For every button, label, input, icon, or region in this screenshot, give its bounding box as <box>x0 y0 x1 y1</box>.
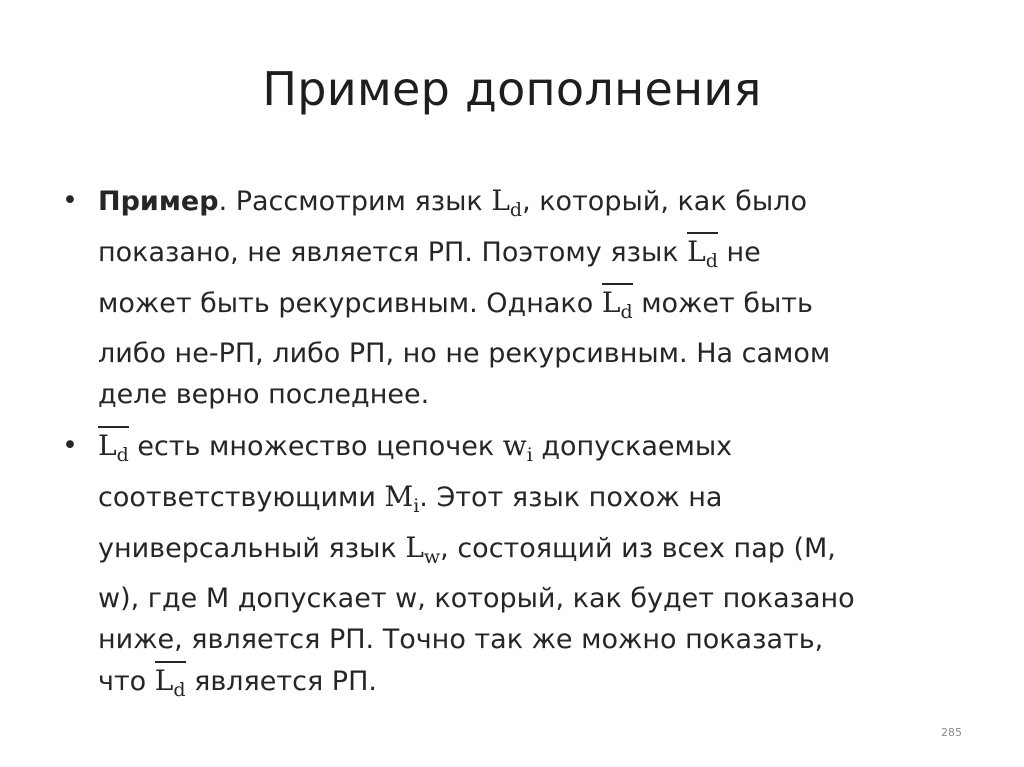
text-fragment: может быть рекурсивным. Однако <box>98 288 602 319</box>
math-L: L <box>491 184 510 217</box>
bullet-item-complement <box>62 425 962 711</box>
text-fragment: не <box>717 237 761 268</box>
bullet-marker: • <box>62 185 78 216</box>
page-number: 285 <box>941 726 962 739</box>
text-line: w), где M допускает w, который, как будет показано <box>98 583 855 614</box>
example-label: Пример <box>98 186 219 217</box>
math-L: L <box>98 429 117 462</box>
slide-title: Пример дополнения <box>262 62 762 116</box>
text-fragment: допускаемых <box>532 431 733 462</box>
math-subscript: i <box>413 495 420 517</box>
math-complement-Ld <box>602 282 633 333</box>
math-subscript: d <box>509 199 523 221</box>
text-line <box>98 660 962 711</box>
text-line <box>98 476 962 527</box>
text-line: деле верно последнее. <box>98 379 430 410</box>
bullet-item-example <box>62 180 962 415</box>
text-fragment: показано, не является РП. Поэтому язык <box>98 237 688 268</box>
bullet-marker: • <box>62 430 78 461</box>
text-fragment: , который, как было <box>522 186 807 217</box>
text-line <box>98 282 962 333</box>
text-fragment: , состоящий из всех пар (M, <box>440 533 836 564</box>
math-L: L <box>687 235 706 268</box>
math-subscript: w <box>423 546 441 568</box>
text-line: либо не-РП, либо РП, но не рекурсивным. На самом <box>98 338 831 369</box>
text-fragment: что <box>98 666 155 697</box>
math-L: L <box>601 286 621 319</box>
text-fragment: соответствующими <box>98 482 385 513</box>
text-fragment: является РП. <box>185 666 377 697</box>
math-L: L <box>405 531 424 564</box>
math-M: M <box>384 480 414 513</box>
math-complement-Ld <box>687 231 718 282</box>
text-fragment: может быть <box>632 288 813 319</box>
text-line <box>98 425 962 476</box>
math-complement-Ld <box>155 660 186 711</box>
math-subscript: d <box>620 301 633 323</box>
text-line <box>98 527 962 578</box>
math-w: w <box>502 429 527 462</box>
math-subscript: d <box>173 679 186 701</box>
math-L: L <box>154 664 174 697</box>
math-subscript: i <box>526 444 533 466</box>
text-line: ниже, является РП. Точно так же можно показать, <box>98 624 824 655</box>
text-line <box>98 180 962 231</box>
text-fragment: . Рассмотрим язык <box>218 186 492 217</box>
text-fragment: есть множество цепочек <box>128 431 503 462</box>
text-line <box>98 231 962 282</box>
math-complement-Ld <box>98 425 129 476</box>
text-fragment: . Этот язык похож на <box>419 482 723 513</box>
math-subscript: d <box>705 250 718 272</box>
text-fragment: универсальный язык <box>98 533 406 564</box>
math-subscript: d <box>116 444 129 466</box>
bullet-list <box>62 180 962 711</box>
